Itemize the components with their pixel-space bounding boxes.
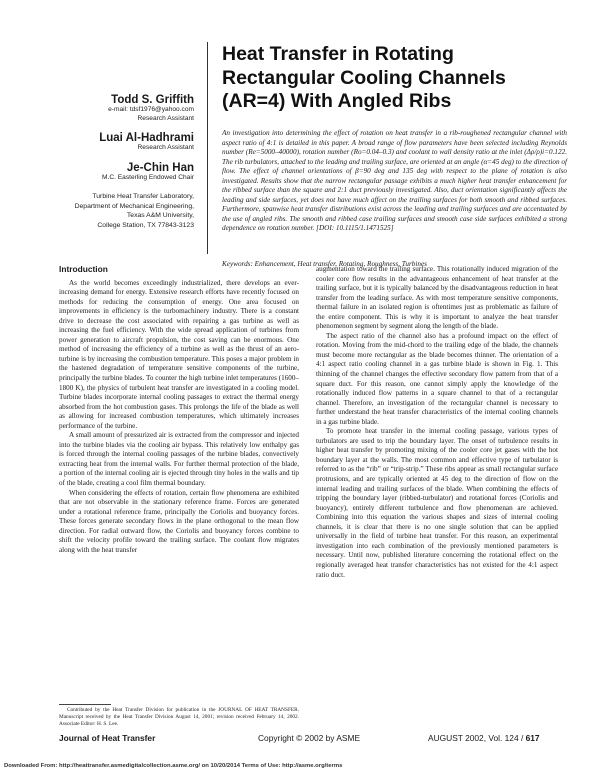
doi[interactable]: [DOI: 10.1115/1.1471525]	[316, 224, 394, 233]
footnote: Contributed by the Heat Transfer Division for publication in the JOURNAL OF HEAT TRANSFER. Manuscript received by the Heat Transfer Division August 14, 2001; revision received February 14, 2002. Associate Editor: H. S. Lee.	[59, 707, 299, 727]
paragraph: To promote heat transfer in the internal cooling passage, various types of turbulators are used to trip the boundary layer. The onset of turbulence results in higher heat transfer by promoting mixing of the cooler core jet gases with the hot boundary layer at the walls. The most common and effective type of turbulator is referred to as the “rib” or “trip-strip.” These ribs appear as small rectangular surface protrusions, and are typically oriented at 45 deg to the direction of flow on the internal leading and trailing surfaces of the blade. When combining the effects of tripping the boundary layer (ribbed-turbulator) and rotational forces (Coriolis and buoyancy), entirely different turbulence and flow phenomenan are achieved. Combining into this equation the various shapes and sizes of internal cooling channels, it is clear that there is no one single solution that can be applied universally in the field of turbine heat transfer. For this reason, an experimental investigation into each combination of the previously mentioned parameters is necessary. Until now, published literature concerning the rotational effect on the regionally averaged heat transfer characteristics has not existed for the 4:1 aspect ratio duct.	[316, 427, 558, 579]
abstract	[222, 129, 567, 234]
right-column	[316, 265, 558, 580]
author-name: Je-Chin Han	[126, 161, 194, 174]
author-email[interactable]: e-mail: tdsf1976@yahoo.com	[108, 106, 194, 113]
download-line[interactable]: Downloaded From: http://heattransfer.asmedigitalcollection.asme.org/ on 10/20/2014 Terms of Use: http://asme.org/terms	[4, 763, 343, 769]
journal-name: Journal of Heat Transfer	[59, 733, 156, 743]
author-role: Research Assistant	[137, 144, 194, 152]
affiliation-line: Turbine Heat Transfer Laboratory,	[92, 193, 194, 201]
page-number: 617	[525, 733, 540, 743]
author-name: Todd S. Griffith	[111, 94, 194, 106]
author-role: Research Assistant	[137, 114, 194, 122]
issue-info	[428, 733, 540, 743]
title-divider	[207, 42, 208, 254]
affiliation	[40, 192, 194, 230]
copyright: Copyright © 2002 by ASME	[258, 733, 361, 743]
abstract-text: An investigation into determining the effect of rotation on heat transfer in a rib-roughened rectangular channel with aspect ratio of 4:1 is detailed in this paper. A broad range of flow parameters have been selected including Reynolds number (Re=5000–40000), rotation number (Ro=0.04–0.3) and coolant to wall density ratio at the inlet (Δρ/ρ)i=0.122. The rib turbulators, attached to the leading and trailing surface, are oriented at an angle (α=45 deg) to the direction of flow. The effect of channel orientations of β=90 deg and 135 deg with respect to the plane of rotation is also investigated. Results show that the narrow rectangular passage exhibits a much higher heat transfer enhancement for the ribbed surface than the square and 2:1 duct previously investigated. Also, duct orientation significantly affects the leading and side surfaces, yet does not have much affect on the trailing surfaces for both smooth and ribbed surfaces. Furthermore, spanwise heat transfer distributions exist across the leading and trailing surfaces and are accentuated by the use of angled ribs. The smooth and ribbed case trailing surfaces and smooth case side surfaces exhibited a strong dependence on rotation number.	[222, 129, 567, 233]
affiliation-line: College Station, TX 77843-3123	[97, 221, 194, 229]
affiliation-line: Texas A&M University,	[126, 212, 194, 220]
author-role: M.C. Easterling Endowed Chair	[102, 173, 194, 181]
author-block	[40, 94, 194, 230]
author-name: Luai Al-Hadhrami	[99, 132, 194, 145]
section-heading: Introduction	[59, 264, 108, 274]
paragraph: augmentation toward the trailing surface. This rotationally induced migration of the cooler core flow results in the advantageous enhancement of heat transfer at the trailing surface, but it is typically balanced by the disadvantageous reduction in heat transfer from the leading surface. As with most temperature sensitive components, thermal failure in an isolated region is oftentimes just as problematic as failure of the entire component. This is why it is important to analyze the heat transfer phenomenon segment by segment along the length of the blade.	[316, 265, 558, 331]
paper-title: Heat Transfer in Rotating Rectangular Cooling Channels (AR=4) With Angled Ribs	[222, 43, 506, 112]
footnote-rule	[59, 704, 111, 705]
paragraph: A small amount of pressurized air is extracted from the compressor and injected into the turbine blades via the cooling air bypass. This relatively low enthalpy gas is forced through the internal cooling passages of the turbine blades, convectively extracting heat from the internal walls. For further thermal protection of the blade, a portion of the internal cooling air is ejected through tiny holes in the walls and tip of the blade, creating a cool film thermal boundary.	[59, 431, 299, 488]
paragraph: The aspect ratio of the channel also has a profound impact on the effect of rotation. Moving from the mid-chord to the trailing edge of the blade, the channels must become more rectangular as the blade becomes thinner. The orientation of a 4:1 aspect ratio cooling channel in a gas turbine blade is shown in Fig. 1. This thinning of the channel changes the effective secondary flow pattern from that of a square duct. For this reason, one cannot simply apply the knowledge of the rotationally induced flow patterns in a square channel to that of a rectangular channel. Therefore, an investigation of the rectangular channel is necessary to further understand the heat transfer characteristics of the internal cooling channels in a gas turbine blade.	[316, 331, 558, 426]
paragraph: When considering the effects of rotation, certain flow phenomena are exhibited that are not observable in the stationary reference frame. Forces are generated under a rotational reference frame, principally the Coriolis and buoyancy forces. These forces generate secondary flows in the plane orthogonal to the mean flow direction. For radial outward flow, the Coriolis and buoyancy forces combine to shift the velocity profile toward the trailing surface. The coolant flow migrates along with the heat transfer	[59, 488, 299, 554]
paragraph: As the world becomes exceedingly industrialized, there develops an ever-increasing demand for energy. Extensive research efforts have recently focused on methods for reducing the consumption of energy. One area focused on improvements in efficiency is the turbomachinery industry. There is a constant drive to decrease the cost associated with repairing a gas turbine as well as increasing the fuel efficiency. With the wide spread application of turbines from power generation to aircraft propulsion, the cost saving can be enormous. One method of increasing the efficiency of a turbine as well as the thrust of an aero-turbine is by increasing the combustion temperature. This poses a major problem in the hastened degradation of temperature sensitive components of the turbine, principally the turbine blades. To counter the high turbine inlet temperatures (1600–1800 K), the physics of turbulent heat transfer are investigated in a cooling model. Turbine blades incorporate internal cooling passages to extract the thermal energy absorbed from the hot combustion gases. This prolongs the life of the blade as well as allowing for increased combustion temperatures, which ultimately increases performance of the turbine.	[59, 278, 299, 430]
left-column	[59, 265, 299, 555]
keywords: Keywords: Enhancement, Heat transfer, Rotating, Roughness, Turbines	[222, 260, 427, 268]
issue-text: AUGUST 2002, Vol. 124 /	[428, 733, 526, 743]
affiliation-line: Department of Mechanical Engineering,	[74, 202, 194, 210]
